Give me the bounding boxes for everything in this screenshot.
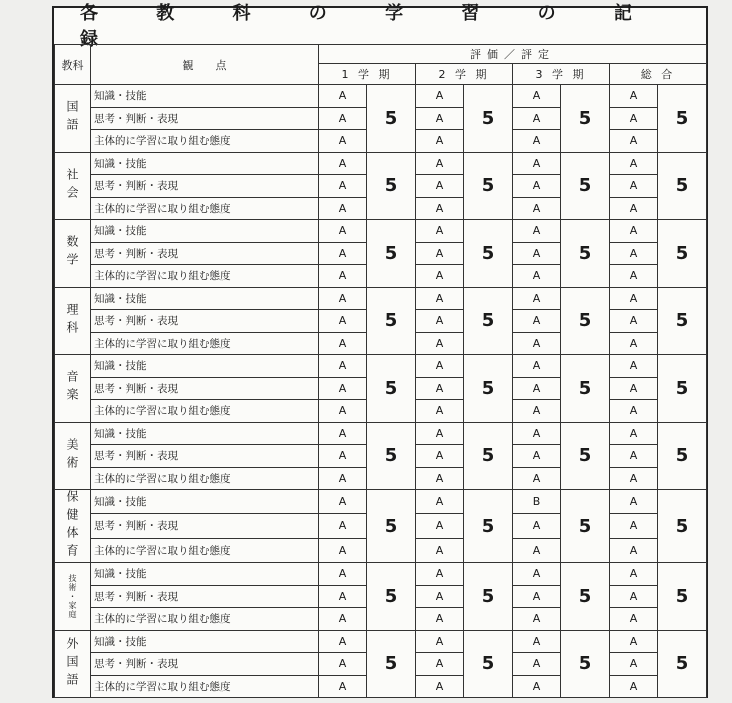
evaluation-mark: A	[610, 514, 658, 538]
record-sheet	[52, 3, 708, 698]
evaluation-mark: A	[319, 265, 367, 288]
evaluation-mark: A	[416, 563, 464, 586]
evaluation-mark: A	[319, 152, 367, 175]
final-grade: 5	[367, 422, 416, 490]
evaluation-mark: A	[319, 675, 367, 698]
evaluation-mark: A	[610, 265, 658, 288]
evaluation-mark: A	[416, 422, 464, 445]
evaluation-mark: A	[513, 585, 561, 608]
evaluation-mark: A	[416, 287, 464, 310]
evaluation-mark: A	[610, 445, 658, 468]
final-grade: 5	[561, 85, 610, 153]
viewpoint-label: 知識・技能	[91, 490, 319, 514]
table-row	[55, 220, 707, 243]
final-grade: 5	[658, 220, 707, 288]
table-row	[55, 563, 707, 586]
evaluation-mark: A	[513, 265, 561, 288]
subject-name: 保健体育	[55, 490, 91, 563]
final-grade: 5	[658, 287, 707, 355]
evaluation-mark: A	[610, 630, 658, 653]
final-grade: 5	[464, 490, 513, 563]
final-grade: 5	[464, 287, 513, 355]
subject-name: 技術・家庭	[55, 563, 91, 631]
grades-table	[54, 44, 707, 698]
evaluation-mark: A	[513, 130, 561, 153]
evaluation-mark: A	[416, 400, 464, 423]
final-grade: 5	[464, 563, 513, 631]
evaluation-mark: A	[610, 287, 658, 310]
final-grade: 5	[464, 355, 513, 423]
evaluation-mark: A	[513, 445, 561, 468]
table-row	[55, 152, 707, 175]
evaluation-mark: A	[319, 197, 367, 220]
evaluation-mark: A	[610, 85, 658, 108]
evaluation-mark: A	[513, 287, 561, 310]
final-grade: 5	[561, 630, 610, 698]
viewpoint-label: 知識・技能	[91, 422, 319, 445]
viewpoint-label: 主体的に学習に取り組む態度	[91, 197, 319, 220]
final-grade: 5	[367, 287, 416, 355]
viewpoint-label: 主体的に学習に取り組む態度	[91, 675, 319, 698]
evaluation-mark: A	[319, 608, 367, 631]
evaluation-mark: A	[513, 514, 561, 538]
evaluation-mark: A	[610, 538, 658, 562]
viewpoint-label: 主体的に学習に取り組む態度	[91, 400, 319, 423]
evaluation-mark: A	[416, 130, 464, 153]
viewpoint-label: 思考・判断・表現	[91, 653, 319, 676]
evaluation-mark: A	[513, 332, 561, 355]
evaluation-mark: A	[610, 220, 658, 243]
evaluation-mark: A	[610, 175, 658, 198]
viewpoint-label: 知識・技能	[91, 152, 319, 175]
evaluation-mark: A	[319, 107, 367, 130]
final-grade: 5	[658, 422, 707, 490]
final-grade: 5	[464, 422, 513, 490]
evaluation-mark: A	[610, 490, 658, 514]
viewpoint-label: 思考・判断・表現	[91, 514, 319, 538]
evaluation-mark: A	[319, 653, 367, 676]
final-grade: 5	[367, 630, 416, 698]
evaluation-mark: A	[610, 422, 658, 445]
evaluation-mark: A	[416, 85, 464, 108]
viewpoint-label: 思考・判断・表現	[91, 310, 319, 333]
evaluation-mark: A	[319, 242, 367, 265]
final-grade: 5	[367, 220, 416, 288]
viewpoint-label: 知識・技能	[91, 220, 319, 243]
evaluation-mark: A	[319, 310, 367, 333]
viewpoint-label: 知識・技能	[91, 563, 319, 586]
evaluation-mark: A	[610, 130, 658, 153]
evaluation-mark: A	[513, 107, 561, 130]
viewpoint-label: 主体的に学習に取り組む態度	[91, 467, 319, 490]
final-grade: 5	[561, 490, 610, 563]
viewpoint-label: 思考・判断・表現	[91, 107, 319, 130]
evaluation-mark: A	[610, 377, 658, 400]
final-grade: 5	[367, 355, 416, 423]
term-header: 1 学 期	[319, 64, 416, 85]
evaluation-mark: A	[610, 467, 658, 490]
final-grade: 5	[464, 220, 513, 288]
evaluation-mark: A	[513, 630, 561, 653]
evaluation-mark: A	[319, 490, 367, 514]
final-grade: 5	[464, 85, 513, 153]
table-row	[55, 287, 707, 310]
evaluation-mark: A	[319, 400, 367, 423]
evaluation-mark: A	[416, 377, 464, 400]
evaluation-mark: A	[416, 332, 464, 355]
evaluation-mark: A	[319, 585, 367, 608]
viewpoint-label: 主体的に学習に取り組む態度	[91, 538, 319, 562]
subject-header: 教科	[55, 45, 91, 85]
evaluation-mark: A	[513, 538, 561, 562]
subject-name: 数学	[55, 220, 91, 288]
viewpoint-label: 知識・技能	[91, 630, 319, 653]
evaluation-mark: A	[610, 107, 658, 130]
evaluation-mark: A	[416, 445, 464, 468]
final-grade: 5	[561, 563, 610, 631]
viewpoint-label: 主体的に学習に取り組む態度	[91, 608, 319, 631]
evaluation-mark: A	[610, 653, 658, 676]
evaluation-mark: A	[319, 377, 367, 400]
viewpoint-label: 思考・判断・表現	[91, 377, 319, 400]
evaluation-mark: A	[319, 130, 367, 153]
table-row	[55, 85, 707, 108]
subject-name: 音楽	[55, 355, 91, 423]
final-grade: 5	[561, 287, 610, 355]
evaluation-mark: A	[416, 630, 464, 653]
evaluation-mark: A	[319, 332, 367, 355]
evaluation-mark: A	[319, 445, 367, 468]
evaluation-mark: A	[319, 220, 367, 243]
evaluation-mark: A	[319, 287, 367, 310]
evaluation-mark: A	[416, 197, 464, 220]
evaluation-mark: A	[610, 197, 658, 220]
final-grade: 5	[658, 630, 707, 698]
grades-body	[55, 85, 707, 698]
term-header: 2 学 期	[416, 64, 513, 85]
evaluation-mark: A	[416, 175, 464, 198]
evaluation-mark: A	[319, 467, 367, 490]
evaluation-mark: A	[416, 538, 464, 562]
evaluation-mark: A	[319, 422, 367, 445]
evaluation-mark: A	[416, 585, 464, 608]
final-grade: 5	[464, 630, 513, 698]
evaluation-mark: A	[416, 310, 464, 333]
evaluation-mark: A	[513, 197, 561, 220]
evaluation-mark: A	[610, 355, 658, 378]
subject-name: 国語	[55, 85, 91, 153]
final-grade: 5	[367, 85, 416, 153]
evaluation-mark: A	[513, 85, 561, 108]
viewpoint-label: 思考・判断・表現	[91, 175, 319, 198]
viewpoint-label: 主体的に学習に取り組む態度	[91, 332, 319, 355]
final-grade: 5	[561, 152, 610, 220]
final-grade: 5	[561, 422, 610, 490]
evaluation-mark: A	[319, 514, 367, 538]
final-grade: 5	[658, 152, 707, 220]
page-title: 各 教 科 の 学 習 の 記 録	[80, 3, 658, 50]
evaluation-mark: A	[513, 608, 561, 631]
viewpoint-label: 知識・技能	[91, 85, 319, 108]
viewpoint-label: 主体的に学習に取り組む態度	[91, 265, 319, 288]
final-grade: 5	[367, 152, 416, 220]
evaluation-mark: A	[513, 422, 561, 445]
evaluation-mark: A	[610, 585, 658, 608]
table-row	[55, 355, 707, 378]
evaluation-mark: A	[610, 675, 658, 698]
subject-name: 外国語	[55, 630, 91, 698]
final-grade: 5	[367, 563, 416, 631]
evaluation-mark: A	[416, 355, 464, 378]
evaluation-mark: A	[319, 563, 367, 586]
evaluation-mark: A	[416, 220, 464, 243]
subject-name: 美術	[55, 422, 91, 490]
evaluation-mark: A	[319, 175, 367, 198]
evaluation-mark: A	[610, 608, 658, 631]
evaluation-mark: A	[416, 514, 464, 538]
viewpoint-label: 主体的に学習に取り組む態度	[91, 130, 319, 153]
evaluation-header: 評価／評定	[319, 45, 707, 64]
table-row	[55, 630, 707, 653]
evaluation-mark: B	[513, 490, 561, 514]
evaluation-mark: A	[416, 608, 464, 631]
evaluation-mark: A	[610, 332, 658, 355]
evaluation-mark: A	[416, 152, 464, 175]
evaluation-mark: A	[416, 242, 464, 265]
evaluation-mark: A	[513, 355, 561, 378]
evaluation-mark: A	[513, 653, 561, 676]
evaluation-mark: A	[416, 675, 464, 698]
evaluation-mark: A	[513, 563, 561, 586]
subject-name: 理科	[55, 287, 91, 355]
evaluation-mark: A	[513, 675, 561, 698]
viewpoint-label: 思考・判断・表現	[91, 585, 319, 608]
table-row	[55, 490, 707, 514]
final-grade: 5	[464, 152, 513, 220]
evaluation-mark: A	[610, 310, 658, 333]
evaluation-mark: A	[513, 400, 561, 423]
evaluation-mark: A	[513, 467, 561, 490]
evaluation-mark: A	[513, 242, 561, 265]
subject-name: 社会	[55, 152, 91, 220]
evaluation-mark: A	[319, 630, 367, 653]
evaluation-mark: A	[610, 400, 658, 423]
evaluation-mark: A	[513, 377, 561, 400]
viewpoint-label: 知識・技能	[91, 287, 319, 310]
evaluation-mark: A	[319, 355, 367, 378]
evaluation-mark: A	[416, 265, 464, 288]
term-header: 3 学 期	[513, 64, 610, 85]
evaluation-mark: A	[513, 152, 561, 175]
evaluation-mark: A	[610, 152, 658, 175]
evaluation-mark: A	[610, 563, 658, 586]
table-row	[55, 422, 707, 445]
viewpoint-header: 観 点	[91, 45, 319, 85]
final-grade: 5	[658, 355, 707, 423]
evaluation-mark: A	[416, 653, 464, 676]
evaluation-mark: A	[416, 490, 464, 514]
final-grade: 5	[658, 85, 707, 153]
term-header: 総 合	[610, 64, 707, 85]
evaluation-mark: A	[416, 467, 464, 490]
evaluation-mark: A	[416, 107, 464, 130]
final-grade: 5	[561, 220, 610, 288]
final-grade: 5	[367, 490, 416, 563]
evaluation-mark: A	[319, 538, 367, 562]
evaluation-mark: A	[319, 85, 367, 108]
evaluation-mark: A	[513, 310, 561, 333]
evaluation-mark: A	[513, 175, 561, 198]
evaluation-mark: A	[610, 242, 658, 265]
viewpoint-label: 思考・判断・表現	[91, 445, 319, 468]
viewpoint-label: 思考・判断・表現	[91, 242, 319, 265]
final-grade: 5	[658, 563, 707, 631]
final-grade: 5	[658, 490, 707, 563]
final-grade: 5	[561, 355, 610, 423]
viewpoint-label: 知識・技能	[91, 355, 319, 378]
evaluation-mark: A	[513, 220, 561, 243]
